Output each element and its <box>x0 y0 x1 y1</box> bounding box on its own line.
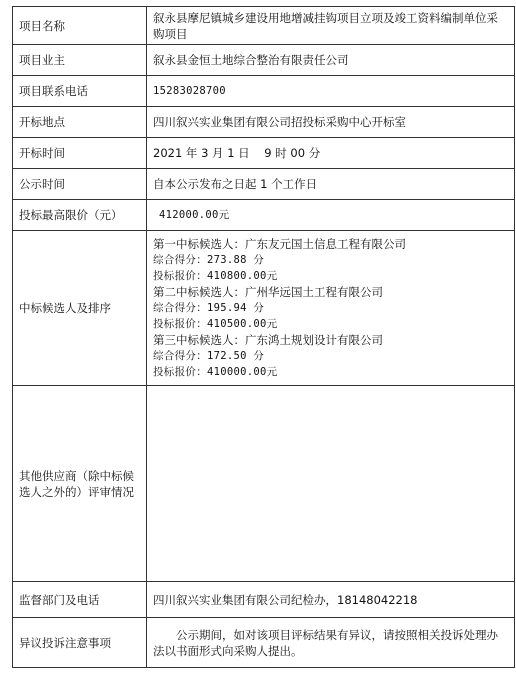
owner-value: 叙永县金恒土地综合整治有限责任公司 <box>147 45 515 76</box>
others-label: 其他供应商（除中标候选人之外的）评审情况 <box>13 386 147 582</box>
row-complaint <box>13 618 515 668</box>
row-others <box>13 386 515 582</box>
owner-label: 项目业主 <box>13 45 147 76</box>
row-supervision <box>13 582 515 618</box>
supervision-label: 监督部门及电话 <box>13 582 147 618</box>
candidate-3-score: 综合得分：172.50 分 <box>153 350 265 362</box>
row-notice <box>13 169 515 200</box>
phone-value: 15283028700 <box>147 76 515 107</box>
supervision-value: 四川叙兴实业集团有限公司纪检办，18148042218 <box>147 582 515 618</box>
row-project-name <box>13 7 515 45</box>
candidate-1-rank: 第一中标候选人：广东友元国土信息工程有限公司 <box>153 237 406 251</box>
candidate-2-rank: 第二中标候选人：广州华远国土工程有限公司 <box>153 285 383 299</box>
time-value: 2021 年 3 月 1 日 9 时 00 分 <box>147 138 515 169</box>
location-value: 四川叙兴实业集团有限公司招投标采购中心开标室 <box>147 107 515 138</box>
complaint-label: 异议投诉注意事项 <box>13 618 147 668</box>
max-price-label: 投标最高限价（元） <box>13 200 147 231</box>
row-candidates <box>13 231 515 386</box>
candidate-3-rank: 第三中标候选人：广东鸿土规划设计有限公司 <box>153 333 383 347</box>
max-price-value: 412000.00元 <box>147 200 515 231</box>
row-time <box>13 138 515 169</box>
notice-label: 公示时间 <box>13 169 147 200</box>
candidate-2-score: 综合得分：195.94 分 <box>153 302 265 314</box>
others-value <box>147 386 515 582</box>
row-location <box>13 107 515 138</box>
candidate-1-bid: 投标报价：410800.00元 <box>153 270 278 282</box>
row-owner <box>13 45 515 76</box>
phone-label: 项目联系电话 <box>13 76 147 107</box>
time-label: 开标时间 <box>13 138 147 169</box>
candidate-3-bid: 投标报价：410000.00元 <box>153 366 278 378</box>
candidate-1-score: 综合得分：273.88 分 <box>153 254 265 266</box>
complaint-value: 公示期间，如对该项目评标结果有异议，请按照相关投诉处理办法以书面形式向采购人提出。 <box>147 618 515 668</box>
bid-result-table <box>12 6 515 668</box>
row-max-price <box>13 200 515 231</box>
project-name-label: 项目名称 <box>13 7 147 45</box>
row-phone <box>13 76 515 107</box>
project-name-value: 叙永县摩尼镇城乡建设用地增减挂钩项目立项及竣工资料编制单位采购项目 <box>147 7 515 45</box>
candidates-label: 中标候选人及排序 <box>13 231 147 386</box>
candidate-2-bid: 投标报价：410500.00元 <box>153 318 278 330</box>
notice-value: 自本公示发布之日起 1 个工作日 <box>147 169 515 200</box>
location-label: 开标地点 <box>13 107 147 138</box>
candidates-list <box>147 231 515 386</box>
